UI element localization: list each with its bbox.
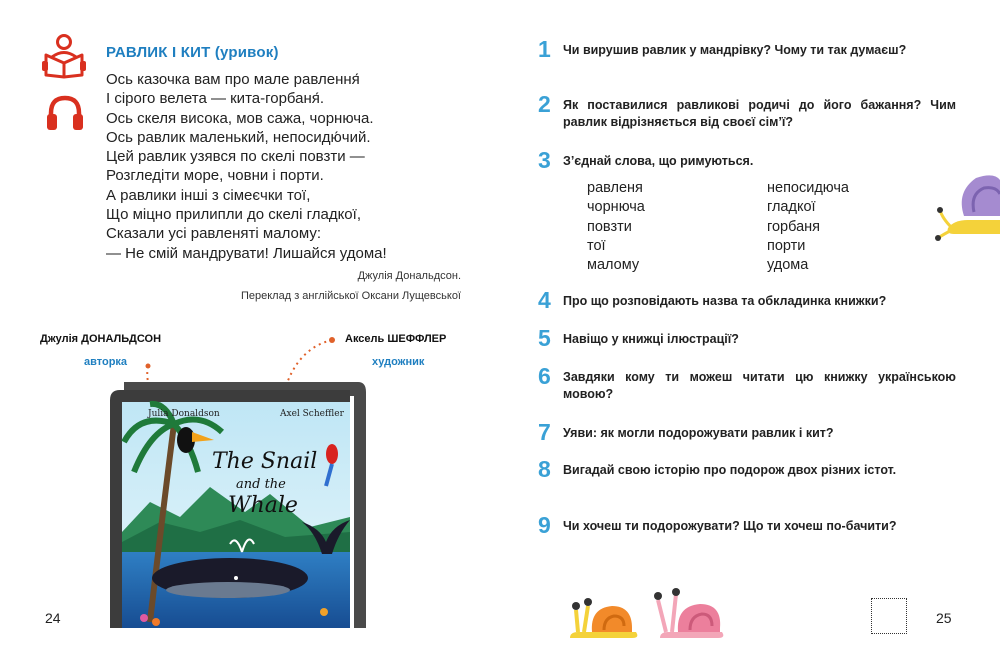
poem-line: Ось скеля висока, мов сажа, чорнюча. — [106, 109, 374, 127]
rhyme-word: непосидюча — [767, 180, 849, 196]
question-text: Вигадай свою історію про подорож двох різних істот. — [563, 463, 897, 477]
question-number: 4 — [538, 287, 551, 313]
question-number: 1 — [538, 36, 551, 62]
question-text: Навіщо у книжці ілюстрації? — [563, 332, 739, 346]
question-text: Уяви: як могли подорожувати равлик і кит? — [563, 426, 834, 440]
cover-title-1: The Snail — [212, 449, 318, 474]
question-6 — [538, 363, 956, 403]
reading-child-icon — [42, 33, 86, 79]
question-2 — [538, 91, 956, 131]
cover-title-2: and the — [236, 477, 286, 492]
poem-line: Сказали усі равленяті малому: — [106, 225, 321, 243]
poem-line: І сірого велета — кита-горбаня́. — [106, 90, 325, 108]
author-name: Джулія ДОНАЛЬДСОН — [40, 333, 162, 345]
poem-line: Ось равлик маленький, непосидю́чий. — [106, 128, 371, 146]
rhyme-word: тої — [587, 237, 606, 254]
cover-illustrator: Axel Scheffler — [280, 409, 344, 419]
poem-line: — Не смій мандрувати! Лишайся удома! — [106, 244, 387, 262]
rhyme-word: малому — [587, 257, 640, 274]
question-4 — [538, 287, 956, 313]
poem-title-note: (уривок) — [214, 44, 279, 61]
question-5 — [538, 325, 956, 351]
question-number: 6 — [538, 363, 551, 389]
question-text: Завдяки кому ти можеш читати цю книжку українською мовою? — [563, 370, 956, 401]
poem-title-main: РАВЛИК І КИТ — [106, 44, 211, 61]
rhyme-column-left — [587, 179, 645, 275]
question-number: 9 — [538, 512, 551, 538]
illustrator-name: Аксель ШЕФФЛЕР — [345, 333, 447, 345]
question-7 — [538, 419, 956, 445]
rhyme-word: гладкої — [767, 199, 816, 216]
snail-illustration-purple — [934, 172, 1000, 246]
cover-author: Julia Donaldson — [148, 409, 220, 419]
credit-translation: Переклад з англійської Оксани Лущевської — [240, 290, 461, 302]
rhyme-column-right — [767, 179, 849, 275]
rhyme-word: порти — [767, 237, 806, 254]
credit-author: Джулія Дональдсон. — [357, 270, 461, 282]
checkbox-placeholder[interactable] — [871, 598, 907, 634]
poem-text — [106, 70, 387, 263]
question-1 — [538, 36, 956, 62]
page-number-right: 25 — [936, 610, 952, 626]
question-number: 3 — [538, 147, 551, 173]
rhyme-word: повзти — [587, 218, 632, 235]
author-role: авторка — [84, 356, 128, 368]
snail-illustration-orange — [562, 592, 642, 644]
question-text: Чи вирушив равлик у мандрівку? Чому ти так думаєш? — [563, 43, 907, 57]
question-number: 7 — [538, 419, 551, 445]
question-number: 8 — [538, 456, 551, 482]
poem-line: Що міцно прилипли до скелі гладкої, — [106, 206, 361, 224]
cover-title-3: Whale — [228, 493, 298, 518]
poem-line: Цей равлик узявся по скелі повзти — — [106, 148, 365, 166]
headphones-icon[interactable] — [46, 95, 84, 131]
poem-line: А равлики інші з сімеєчки тої, — [106, 186, 311, 204]
question-3 — [538, 147, 956, 173]
page-number-left: 24 — [45, 610, 61, 626]
rhyme-word: равленя — [587, 180, 643, 196]
question-text: Про що розповідають назва та обкладинка книжки? — [563, 294, 887, 308]
snail-illustration-pink — [648, 586, 728, 644]
poem-line: Розгледіти море, човни і порти. — [106, 167, 324, 185]
book-cover-image — [110, 382, 378, 628]
rhyme-word: удома — [767, 257, 809, 274]
poem-line: Ось казочка вам про мале равлення́ — [106, 71, 360, 88]
rhyme-word: чорнюча — [587, 199, 645, 216]
question-9 — [538, 512, 956, 538]
rhyme-word: горбаня — [767, 218, 820, 235]
question-text: З’єднай слова, що римуються. — [563, 154, 754, 168]
question-number: 2 — [538, 91, 551, 117]
illustrator-role: художник — [372, 356, 425, 368]
question-8 — [538, 456, 956, 482]
question-text: Як поставилися равликові родичі до його бажання? Чим равлик відрізняється від своєї сім’ї? — [563, 98, 956, 129]
question-text: Чи хочеш ти подорожувати? Що ти хочеш по-бачити? — [563, 519, 897, 533]
poem-title — [106, 44, 279, 61]
question-number: 5 — [538, 325, 551, 351]
